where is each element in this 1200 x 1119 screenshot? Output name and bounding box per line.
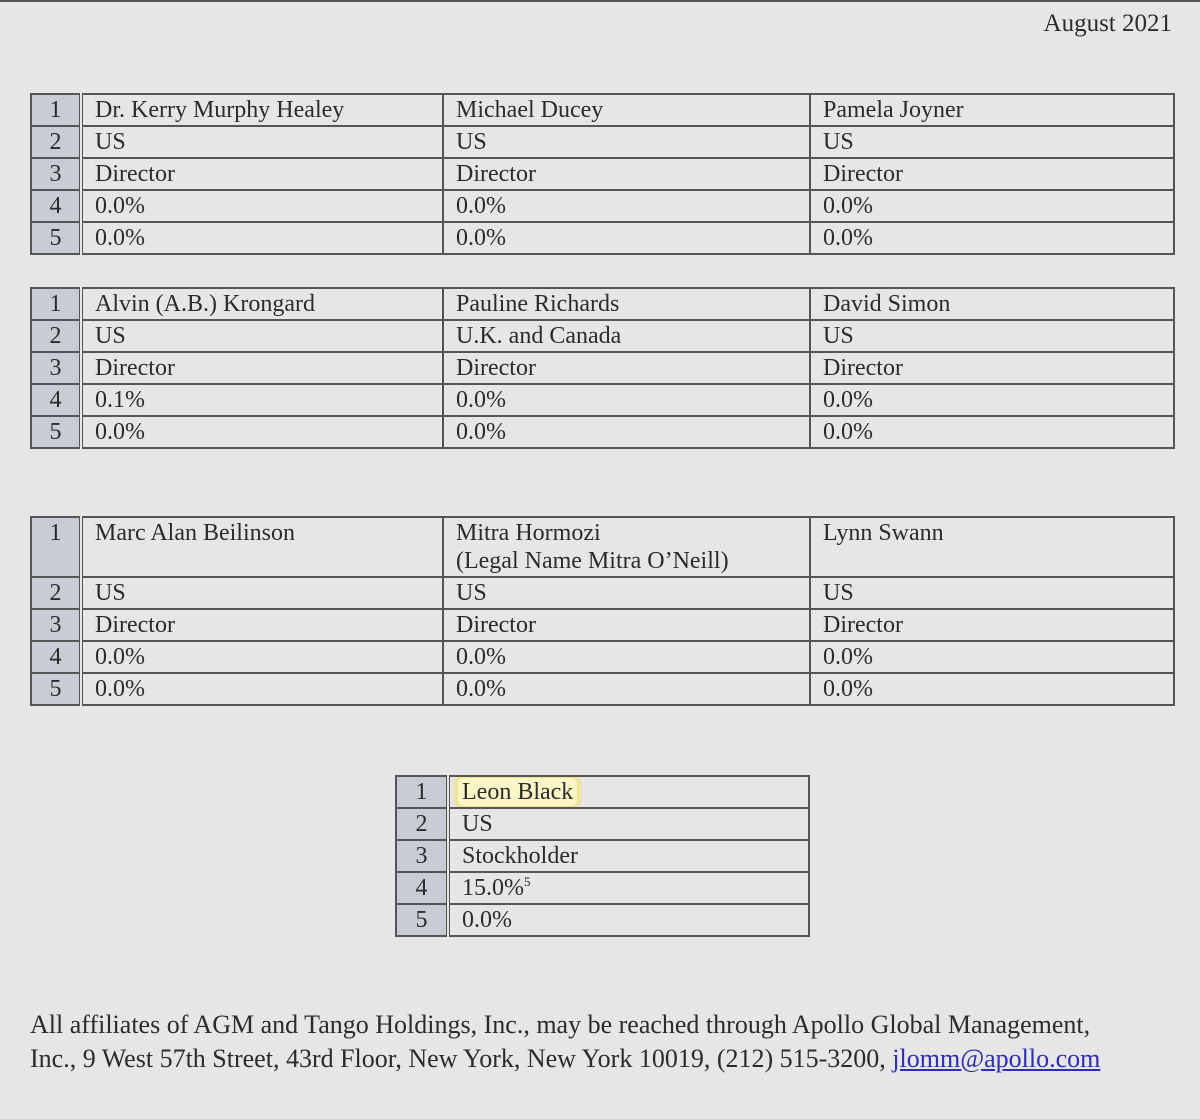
row-number: 3 xyxy=(396,840,448,872)
row-number: 2 xyxy=(396,808,448,840)
row-number: 5 xyxy=(31,673,81,705)
percent-cell: 0.0% xyxy=(81,673,443,705)
table-row xyxy=(31,352,1174,384)
country-cell: US xyxy=(443,577,810,609)
role-cell: Director xyxy=(810,352,1174,384)
name-cell xyxy=(443,517,810,577)
table-row xyxy=(31,288,1174,320)
table-row xyxy=(31,94,1174,126)
table-row xyxy=(31,577,1174,609)
percent-cell: 0.0% xyxy=(81,641,443,673)
country-cell: US xyxy=(810,320,1174,352)
name-cell: Alvin (A.B.) Krongard xyxy=(81,288,443,320)
row-number: 2 xyxy=(31,577,81,609)
footer-paragraph xyxy=(30,1008,1140,1076)
directors-table-2 xyxy=(30,287,1175,449)
percent-cell: 0.0% xyxy=(810,673,1174,705)
percent-value: 15.0% xyxy=(462,875,524,901)
top-rule xyxy=(0,0,1200,2)
table-row xyxy=(31,190,1174,222)
percent-cell: 0.0% xyxy=(810,384,1174,416)
country-cell: US xyxy=(810,126,1174,158)
highlighted-name: Leon Black xyxy=(458,778,577,806)
country-cell: U.K. and Canada xyxy=(443,320,810,352)
table-row xyxy=(31,641,1174,673)
table-row xyxy=(31,384,1174,416)
percent-cell: 0.0% xyxy=(443,190,810,222)
table-row xyxy=(31,126,1174,158)
name-cell: Lynn Swann xyxy=(810,517,1174,577)
row-number: 4 xyxy=(396,872,448,904)
role-cell: Director xyxy=(81,158,443,190)
percent-cell: 0.0% xyxy=(443,384,810,416)
table-row xyxy=(31,222,1174,254)
row-number: 4 xyxy=(31,190,81,222)
country-cell: US xyxy=(810,577,1174,609)
row-number: 1 xyxy=(396,776,448,808)
percent-cell: 0.0% xyxy=(810,416,1174,448)
table-row xyxy=(396,776,809,808)
percent-cell: 0.0% xyxy=(443,641,810,673)
name-cell: Pamela Joyner xyxy=(810,94,1174,126)
row-number: 2 xyxy=(31,126,81,158)
percent-cell: 0.0% xyxy=(443,416,810,448)
row-number: 1 xyxy=(31,288,81,320)
role-cell: Director xyxy=(81,352,443,384)
table-row xyxy=(396,840,809,872)
role-cell: Director xyxy=(443,352,810,384)
name-cell: David Simon xyxy=(810,288,1174,320)
email-link[interactable]: jlomm@apollo.com xyxy=(892,1044,1101,1073)
footer-text: All affiliates of AGM and Tango Holdings, Inc., may be reached through Apollo Global Management, Inc., 9 West 57th Street, 43rd Floor, New York, New York 10019, (212) 515-3200, xyxy=(30,1010,1091,1073)
row-number: 5 xyxy=(396,904,448,936)
name-cell: Pauline Richards xyxy=(443,288,810,320)
directors-table-1 xyxy=(30,93,1175,255)
stockholder-table xyxy=(395,775,810,937)
country-cell: US xyxy=(81,577,443,609)
role-cell: Director xyxy=(810,609,1174,641)
country-cell: US xyxy=(448,808,809,840)
row-number: 1 xyxy=(31,517,81,577)
directors-table-3 xyxy=(30,516,1175,706)
footnote-marker: 5 xyxy=(524,874,531,889)
table-row xyxy=(31,673,1174,705)
legal-name-line: (Legal Name Mitra O’Neill) xyxy=(456,548,729,574)
table-row xyxy=(31,320,1174,352)
row-number: 3 xyxy=(31,352,81,384)
table-row xyxy=(396,904,809,936)
name-cell: Michael Ducey xyxy=(443,94,810,126)
percent-cell: 0.0% xyxy=(443,673,810,705)
percent-cell xyxy=(448,872,809,904)
row-number: 5 xyxy=(31,416,81,448)
percent-cell: 0.0% xyxy=(443,222,810,254)
percent-cell: 0.0% xyxy=(448,904,809,936)
role-cell: Director xyxy=(81,609,443,641)
country-cell: US xyxy=(81,320,443,352)
row-number: 2 xyxy=(31,320,81,352)
row-number: 4 xyxy=(31,384,81,416)
percent-cell: 0.1% xyxy=(81,384,443,416)
percent-cell: 0.0% xyxy=(810,190,1174,222)
document-date: August 2021 xyxy=(1043,10,1172,37)
name-cell: Dr. Kerry Murphy Healey xyxy=(81,94,443,126)
role-cell: Stockholder xyxy=(448,840,809,872)
percent-cell: 0.0% xyxy=(81,190,443,222)
name-cell xyxy=(448,776,809,808)
table-row xyxy=(31,609,1174,641)
table-row xyxy=(31,158,1174,190)
role-cell: Director xyxy=(443,158,810,190)
country-cell: US xyxy=(443,126,810,158)
role-cell: Director xyxy=(810,158,1174,190)
percent-cell: 0.0% xyxy=(810,641,1174,673)
row-number: 3 xyxy=(31,158,81,190)
table-row xyxy=(396,808,809,840)
row-number: 4 xyxy=(31,641,81,673)
row-number: 1 xyxy=(31,94,81,126)
row-number: 3 xyxy=(31,609,81,641)
table-row xyxy=(396,872,809,904)
country-cell: US xyxy=(81,126,443,158)
percent-cell: 0.0% xyxy=(810,222,1174,254)
row-number: 5 xyxy=(31,222,81,254)
role-cell: Director xyxy=(443,609,810,641)
name-cell: Marc Alan Beilinson xyxy=(81,517,443,577)
table-row xyxy=(31,517,1174,577)
percent-cell: 0.0% xyxy=(81,222,443,254)
table-row xyxy=(31,416,1174,448)
name-line: Mitra Hormozi xyxy=(456,520,601,546)
percent-cell: 0.0% xyxy=(81,416,443,448)
